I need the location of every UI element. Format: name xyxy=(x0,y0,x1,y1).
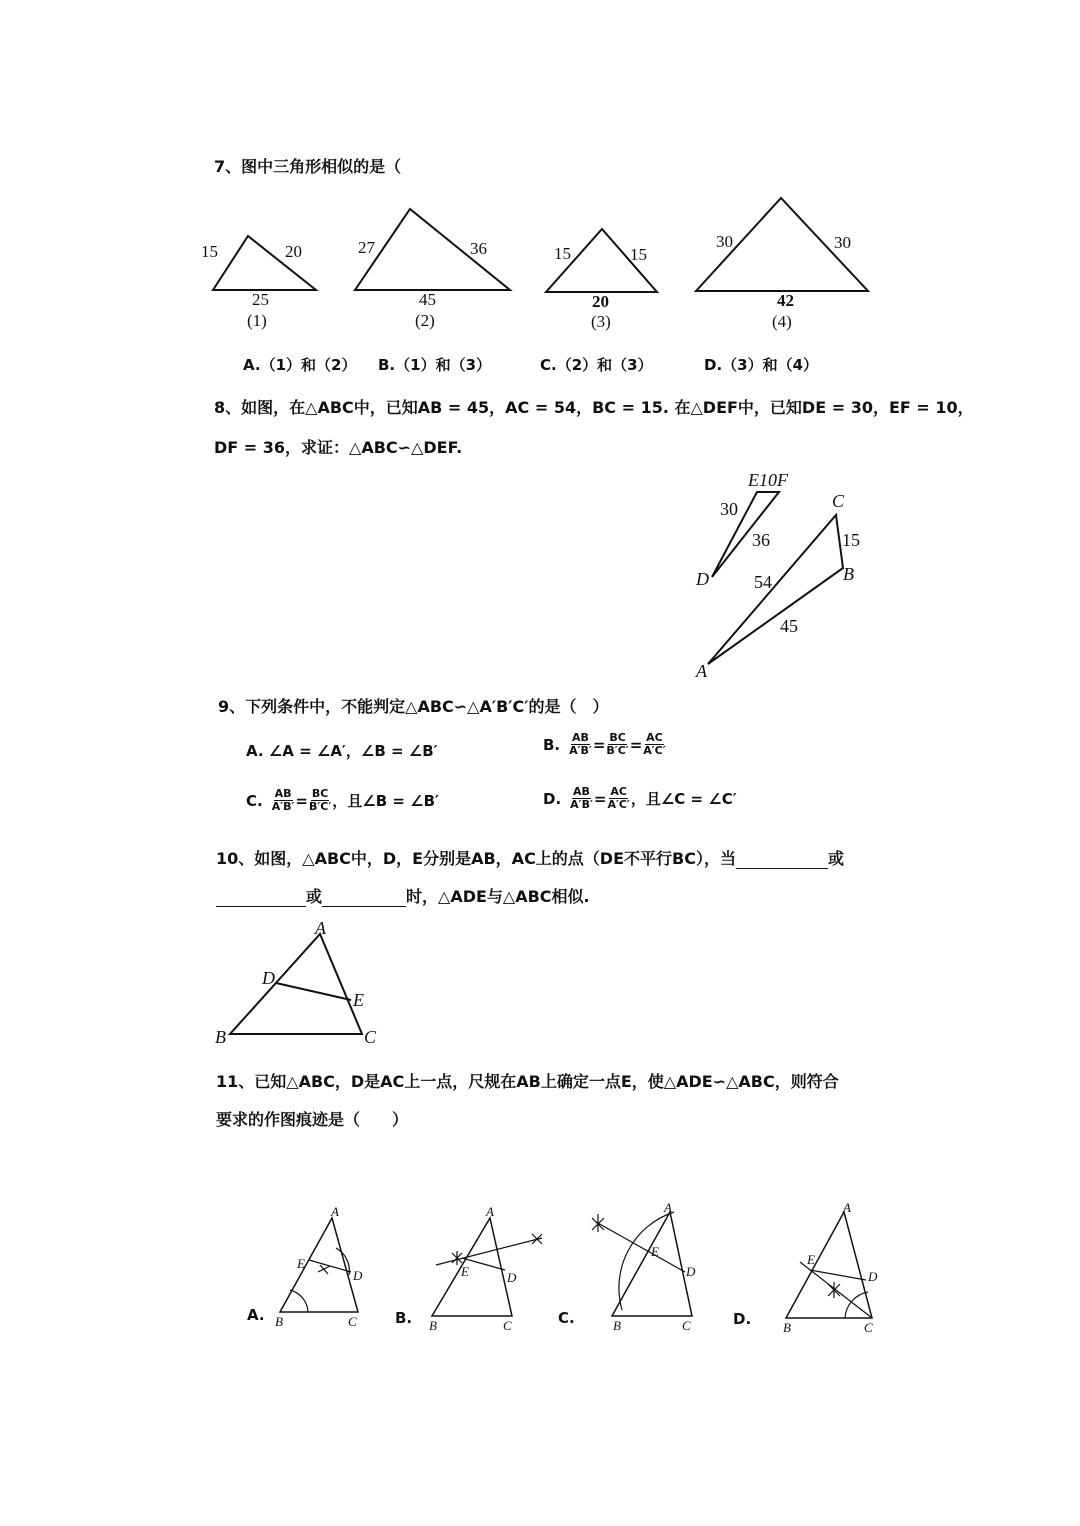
q9-option-c-prefix: C. xyxy=(246,791,263,810)
q9-c-frac-bc xyxy=(309,788,331,813)
q8-label-b: B xyxy=(843,564,854,584)
q9-option-b-prefix: B. xyxy=(543,735,561,754)
svg-text:D: D xyxy=(868,1269,878,1284)
q9-d-frac-ab xyxy=(570,786,593,811)
q10-blank-1[interactable] xyxy=(736,849,828,869)
svg-text:A: A xyxy=(331,1204,339,1219)
svg-text:D: D xyxy=(507,1270,517,1285)
q11-option-b[interactable]: B. xyxy=(395,1309,413,1327)
svg-text:B: B xyxy=(275,1314,283,1329)
q11-figure-c xyxy=(592,1200,696,1333)
q7-option-d[interactable]: D.（3）和（4） xyxy=(704,356,819,374)
q7-t4-base: 42 xyxy=(777,291,794,310)
q7-option-b[interactable]: B.（1）和（3） xyxy=(378,356,492,374)
q8-label-ac: 54 xyxy=(754,572,772,592)
q9-c-num-ab: AB xyxy=(274,787,292,800)
svg-text:A: A xyxy=(843,1200,851,1215)
q11-line1: 11、已知△ABC，D是AC上一点，尺规在AB上确定一点E，使△ADE∽△ABC，则符合 xyxy=(216,1072,839,1091)
q7-t3-tag: (3) xyxy=(591,312,611,331)
q9-c-num-bc: BC xyxy=(311,787,329,800)
q9-d-num-ac: AC xyxy=(610,785,627,798)
q9-option-b[interactable] xyxy=(543,732,667,757)
q9-option-d[interactable] xyxy=(543,786,737,811)
q7-t1-right: 20 xyxy=(285,242,302,261)
q9-d-frac-ac xyxy=(607,786,629,811)
q9-b-num-ac: AC xyxy=(646,731,663,744)
q10-line2 xyxy=(216,884,590,907)
q11-figure-a xyxy=(275,1204,363,1329)
q9-option-d-suffix: ，且∠C = ∠C′ xyxy=(630,790,737,808)
q10-line1-text: 10、如图，△ABC中，D，E分别是AB，AC上的点（DE不平行BC），当 xyxy=(216,849,736,868)
q10-label-b: B xyxy=(215,1027,226,1047)
q10-label-e: E xyxy=(353,990,364,1010)
q9-c-den-bc: B′C′ xyxy=(309,800,332,813)
q9-b-den-bc: B′C′ xyxy=(606,744,629,757)
q9-b-num-ab: AB xyxy=(572,731,589,744)
q7-t4-tag: (4) xyxy=(772,312,792,331)
q8-label-ab: 45 xyxy=(780,616,798,636)
q9-b-den-ac: A′C′ xyxy=(643,744,666,757)
q11-option-a[interactable]: A. xyxy=(247,1306,265,1324)
q7-t3-base: 20 xyxy=(592,292,609,311)
q8-label-ef: E10F xyxy=(748,470,788,490)
q7-t2-base: 45 xyxy=(419,290,436,309)
q9-option-d-prefix: D. xyxy=(543,789,562,808)
svg-text:E: E xyxy=(807,1252,815,1267)
q8-label-de: 30 xyxy=(720,499,738,519)
q7-t3-left: 15 xyxy=(554,244,571,263)
q9-c-eq: = xyxy=(295,791,308,810)
svg-text:D: D xyxy=(353,1268,363,1283)
q10-label-d: D xyxy=(262,968,275,988)
svg-text:E: E xyxy=(461,1264,469,1279)
svg-text:C: C xyxy=(348,1314,357,1329)
q7-t1-left: 15 xyxy=(201,242,218,261)
q11-option-c[interactable]: C. xyxy=(558,1309,575,1327)
svg-text:E: E xyxy=(651,1244,659,1259)
q9-b-frac-ab xyxy=(569,732,592,757)
svg-text:B: B xyxy=(783,1320,791,1335)
q7-t4-right: 30 xyxy=(834,233,851,252)
q7-t3-right: 15 xyxy=(630,245,647,264)
q9-b-den-ab: A′B′ xyxy=(569,744,592,757)
q8-label-df: 36 xyxy=(752,530,770,550)
q9-stem: 9、下列条件中，不能判定△ABC∽△A′B′C′的是（ ） xyxy=(218,697,609,716)
q7-t1-tag: (1) xyxy=(247,311,267,330)
svg-text:E: E xyxy=(297,1256,305,1271)
q9-option-c[interactable] xyxy=(246,788,439,813)
q7-t4-left: 30 xyxy=(716,232,733,251)
q9-b-frac-ac xyxy=(643,732,665,757)
q9-d-den-ab: A′B′ xyxy=(570,798,593,811)
q8-label-c: C xyxy=(832,491,845,511)
q9-d-eq: = xyxy=(593,789,607,808)
q7-t2-right: 36 xyxy=(470,239,487,258)
q9-d-num-ab: AB xyxy=(573,785,590,798)
q8-line1: 8、如图，在△ABC中，已知AB = 45，AC = 54，BC = 15. 在△DEF中，已知DE = 30，EF = 10， xyxy=(214,398,974,417)
q8-triangle-abc xyxy=(708,515,843,664)
q9-c-den-ab: A′B′ xyxy=(271,800,295,813)
svg-text:A: A xyxy=(664,1200,672,1215)
q9-b-eq2: = xyxy=(629,735,643,754)
q11-figure-b xyxy=(429,1204,542,1333)
svg-text:B: B xyxy=(429,1318,437,1333)
q7-t2-left: 27 xyxy=(358,238,375,257)
q8-line2: DF = 36，求证：△ABC∽△DEF. xyxy=(214,438,463,457)
q9-c-frac-ab xyxy=(272,788,295,813)
q10-blank-3[interactable] xyxy=(322,887,406,907)
q10-triangle xyxy=(230,934,362,1034)
q9-b-eq1: = xyxy=(592,735,606,754)
q10-label-c: C xyxy=(364,1027,377,1047)
svg-text:C: C xyxy=(864,1320,873,1335)
svg-text:A: A xyxy=(486,1204,494,1219)
q10-blank-2[interactable] xyxy=(216,887,306,907)
q7-t1-base: 25 xyxy=(252,290,269,309)
q8-label-d: D xyxy=(696,569,709,589)
svg-text:C: C xyxy=(503,1318,512,1333)
q10-segment-de xyxy=(276,983,351,1000)
q11-option-d[interactable]: D. xyxy=(733,1310,752,1328)
q11-line2: 要求的作图痕迹是（ ） xyxy=(216,1110,409,1129)
svg-text:B: B xyxy=(613,1318,621,1333)
q7-t2-tag: (2) xyxy=(415,311,435,330)
q11-figure-d xyxy=(783,1200,878,1335)
q10-line2-end: 时，△ADE与△ABC相似. xyxy=(406,887,590,906)
q10-or-1: 或 xyxy=(827,849,844,868)
q10-or-2: 或 xyxy=(306,887,323,906)
q10-line1 xyxy=(216,846,844,869)
q10-label-a: A xyxy=(315,918,326,938)
svg-text:D: D xyxy=(686,1264,696,1279)
q7-option-a[interactable]: A.（1）和（2） xyxy=(243,356,357,374)
q7-stem: 7、图中三角形相似的是（ xyxy=(214,157,402,176)
q9-b-frac-bc xyxy=(606,732,628,757)
q9-option-a[interactable]: A. ∠A = ∠A′，∠B = ∠B′ xyxy=(246,742,438,760)
q9-b-num-bc: BC xyxy=(609,731,626,744)
q8-label-a: A xyxy=(696,661,707,681)
q9-option-c-suffix: ，且∠B = ∠B′ xyxy=(332,792,439,810)
q7-option-c[interactable]: C.（2）和（3） xyxy=(540,356,653,374)
q8-label-bc: 15 xyxy=(842,530,860,550)
svg-text:C: C xyxy=(682,1318,691,1333)
q9-d-den-ac: A′C′ xyxy=(607,798,630,811)
